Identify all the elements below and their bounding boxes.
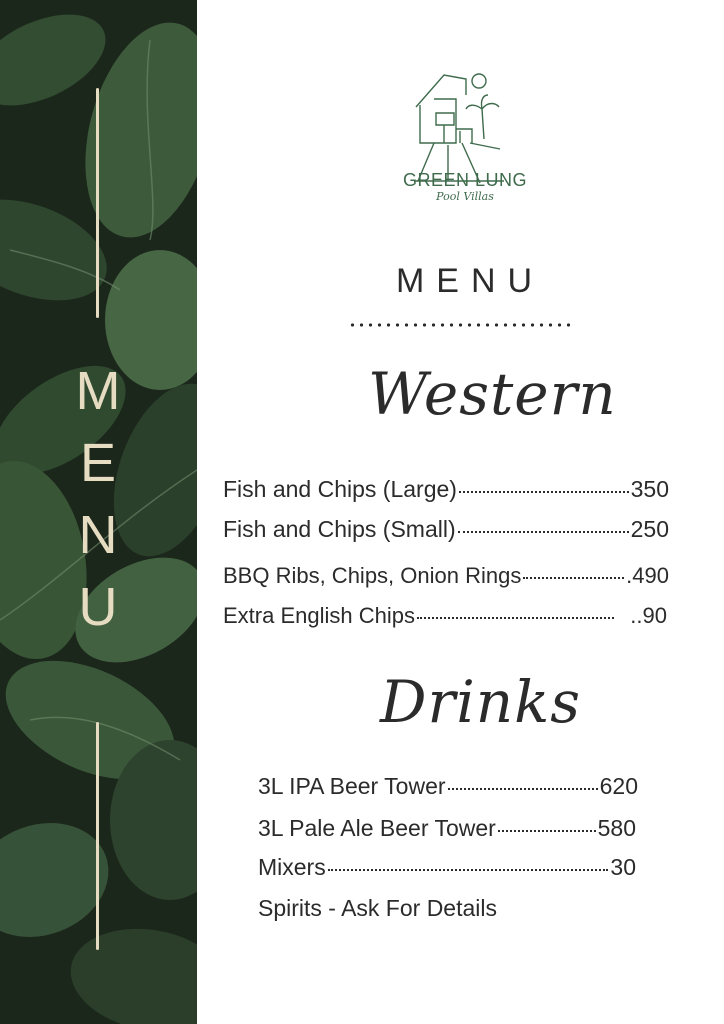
dot-leader xyxy=(458,531,629,533)
vertical-menu-title xyxy=(60,355,136,643)
item-name: Mixers xyxy=(258,854,326,880)
item-name: Fish and Chips (Small) xyxy=(223,516,456,542)
dotted-divider xyxy=(348,322,574,328)
dot-leader xyxy=(498,830,596,832)
menu-item xyxy=(223,603,667,629)
decorative-line-bottom xyxy=(96,722,99,950)
menu-item xyxy=(223,476,669,503)
vertical-letter: E xyxy=(79,433,117,493)
item-price: 580 xyxy=(597,815,636,841)
dot-leader xyxy=(417,617,614,619)
vertical-letter: M xyxy=(75,361,121,421)
item-name: Fish and Chips (Large) xyxy=(223,476,457,502)
item-name: 3L Pale Ale Beer Tower xyxy=(258,815,496,841)
menu-item xyxy=(258,815,636,842)
dot-leader xyxy=(448,788,598,790)
menu-item xyxy=(223,516,669,543)
menu-item xyxy=(223,563,669,589)
item-price: 350 xyxy=(630,476,669,502)
section-heading-western: Western xyxy=(368,360,617,428)
item-price: 30 xyxy=(610,854,636,880)
item-name: Extra English Chips xyxy=(223,603,415,628)
item-name: Spirits - Ask For Details xyxy=(258,895,497,921)
item-price: .490 xyxy=(626,563,669,588)
dot-leader xyxy=(328,869,609,871)
item-name: BBQ Ribs, Chips, Onion Rings xyxy=(223,563,522,588)
item-price: 620 xyxy=(599,773,638,799)
brand-subtitle: Pool Villas xyxy=(436,190,494,203)
item-price: 250 xyxy=(630,516,669,542)
menu-title: MENU xyxy=(395,262,545,300)
section-heading-drinks: Drinks xyxy=(380,668,582,736)
dot-leader xyxy=(523,577,624,579)
item-name: 3L IPA Beer Tower xyxy=(258,773,446,799)
dot-leader xyxy=(459,491,629,493)
leaf-photo-panel xyxy=(0,0,197,1024)
decorative-line-top xyxy=(96,88,99,318)
menu-item xyxy=(258,895,638,922)
menu-item xyxy=(258,773,638,800)
vertical-letter: U xyxy=(78,577,118,637)
brand-name: GREEN LUNG xyxy=(402,170,528,190)
vertical-letter: N xyxy=(78,505,118,565)
menu-item xyxy=(258,854,636,881)
item-price: ..90 xyxy=(630,603,667,628)
